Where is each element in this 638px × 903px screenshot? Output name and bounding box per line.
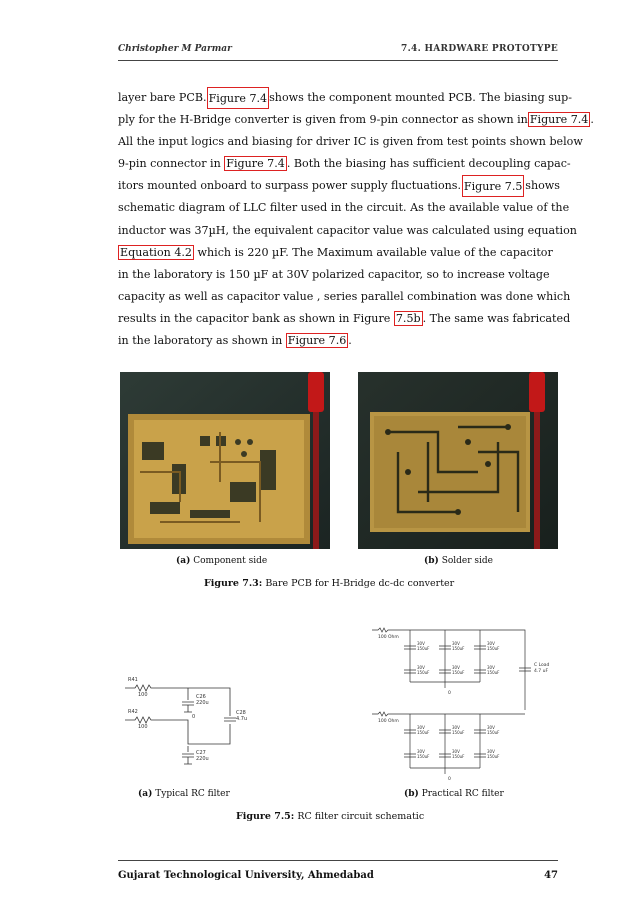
figure-7-6-link[interactable]: Figure 7.6 (287, 334, 347, 348)
c28-label: C28 (236, 710, 246, 716)
cap-value-label: 150uF (417, 730, 430, 735)
r42-value: 100 (138, 724, 148, 730)
load-cap-value: 4.7 uF (534, 669, 549, 674)
cap-voltage-label: 30V (417, 725, 425, 730)
text-line-4: 9-pin connector in Figure 7.4 . Both the biasing has sufficient decoupling capac- (118, 157, 571, 171)
pcb-component-side-photo (120, 372, 330, 549)
cap-voltage-label: 30V (487, 725, 495, 730)
footer-university: Gujarat Technological University, Ahmedabad (118, 870, 374, 881)
text-line-12: in the laboratory as shown in Figure 7.6 . (118, 334, 352, 348)
equation-4-2-link[interactable]: Equation 4.2 (120, 245, 192, 259)
figure-7-5-link[interactable]: Figure 7.5 (462, 175, 525, 197)
c26-label: C26 (196, 694, 206, 700)
load-cap-label: C Load (534, 663, 550, 668)
cap-value-label: 150uF (417, 646, 430, 651)
cap-value-label: 150uF (487, 754, 500, 759)
text-line-2: ply for the H-Bridge converter is given from 9-pin connector as shown in Figure 7.4 . (118, 113, 594, 127)
text-line-5: itors mounted onboard to surpass power supply fluctuations. Figure 7.5 shows (118, 175, 560, 197)
running-header-section: 7.4. HARDWARE PROTOTYPE (401, 44, 558, 54)
cap-value-label: 150uF (487, 646, 500, 651)
cap-voltage-label: 30V (487, 749, 495, 754)
subcaption-7-3a: (a) Component side (176, 556, 268, 566)
cap-voltage-label: 30V (487, 665, 495, 670)
pcb-solder-side-photo (358, 372, 558, 549)
text-line-10: capacity as well as capacitor value , series parallel combination was done which (118, 289, 571, 303)
figure-7-4-link[interactable]: Figure 7.4 (529, 113, 589, 127)
practical-rc-filter-schematic (370, 622, 560, 782)
text-line-6: schematic diagram of LLC filter used in the circuit. As the available value of the (118, 201, 570, 215)
cap-voltage-label: 30V (487, 641, 495, 646)
text-line-3: All the input logics and biasing for driver IC is given from test points shown below (118, 135, 583, 149)
subcaption-7-3b: (b) Solder side (424, 556, 493, 566)
c26-value: 220u (196, 700, 209, 706)
figure-7-3-caption: Figure 7.3: Bare PCB for H-Bridge dc-dc converter (204, 578, 455, 589)
text-line-11: results in the capacitor bank as shown in Figure 7.5b . The same was fabricated (118, 311, 571, 325)
figure-7-5-caption: Figure 7.5: RC filter circuit schematic (236, 811, 425, 822)
cap-value-label: 150uF (417, 754, 430, 759)
r42-label: R42 (128, 709, 138, 715)
body-paragraph (118, 87, 594, 352)
subcaption-7-5b: (b) Practical RC filter (404, 789, 504, 799)
running-header-author: Christopher M Parmar (118, 44, 232, 54)
cap-voltage-label: 30V (417, 665, 425, 670)
figure-7-4-link[interactable]: Figure 7.4 (207, 87, 270, 109)
footer-rule (118, 860, 558, 861)
cap-value-label: 150uF (452, 754, 465, 759)
subcaption-7-5a: (a) Typical RC filter (138, 789, 230, 799)
typical-rc-filter-schematic (120, 672, 250, 772)
header-rule (118, 60, 558, 61)
ground-label-bottom: 0 (448, 777, 451, 782)
cap-value-label: 150uF (452, 730, 465, 735)
cap-voltage-label: 30V (417, 749, 425, 754)
cap-voltage-label: 30V (452, 641, 460, 646)
cap-voltage-label: 30V (452, 665, 460, 670)
cap-voltage-label: 30V (452, 725, 460, 730)
page-number: 47 (544, 870, 558, 881)
text-line-9: in the laboratory is 150 µF at 30V polarized capacitor, so to increase voltage (118, 267, 550, 281)
figure-7-4-link[interactable]: Figure 7.4 (226, 157, 285, 171)
r41-value: 100 (138, 692, 148, 698)
text-line-8: Equation 4.2 which is 220 µF. The Maximum available value of the capacitor (120, 245, 553, 259)
text-line-1: layer bare PCB. Figure 7.4 shows the component mounted PCB. The biasing sup- (118, 87, 560, 109)
figure-7-5b-link[interactable]: 7.5b (395, 311, 421, 325)
r41-label: R41 (128, 677, 138, 683)
cap-value-label: 150uF (452, 646, 465, 651)
cap-value-label: 150uF (487, 730, 500, 735)
ground-label-top: 0 (448, 691, 451, 696)
cap-value-label: 150uF (487, 670, 500, 675)
c27-value: 220u (196, 756, 209, 762)
ground-label: 0 (192, 714, 196, 720)
text-line-7: inductor was 37µH, the equivalent capacitor value was calculated using equation (118, 223, 577, 237)
cap-voltage-label: 30V (452, 749, 460, 754)
resistor-1-value: 100 Ohm (378, 635, 399, 640)
cap-voltage-label: 30V (417, 641, 425, 646)
resistor-2-value: 100 Ohm (378, 719, 399, 724)
cap-value-label: 150uF (452, 670, 465, 675)
c27-label: C27 (196, 750, 206, 756)
c28-value: 4.7u (236, 716, 248, 722)
cap-value-label: 150uF (417, 670, 430, 675)
